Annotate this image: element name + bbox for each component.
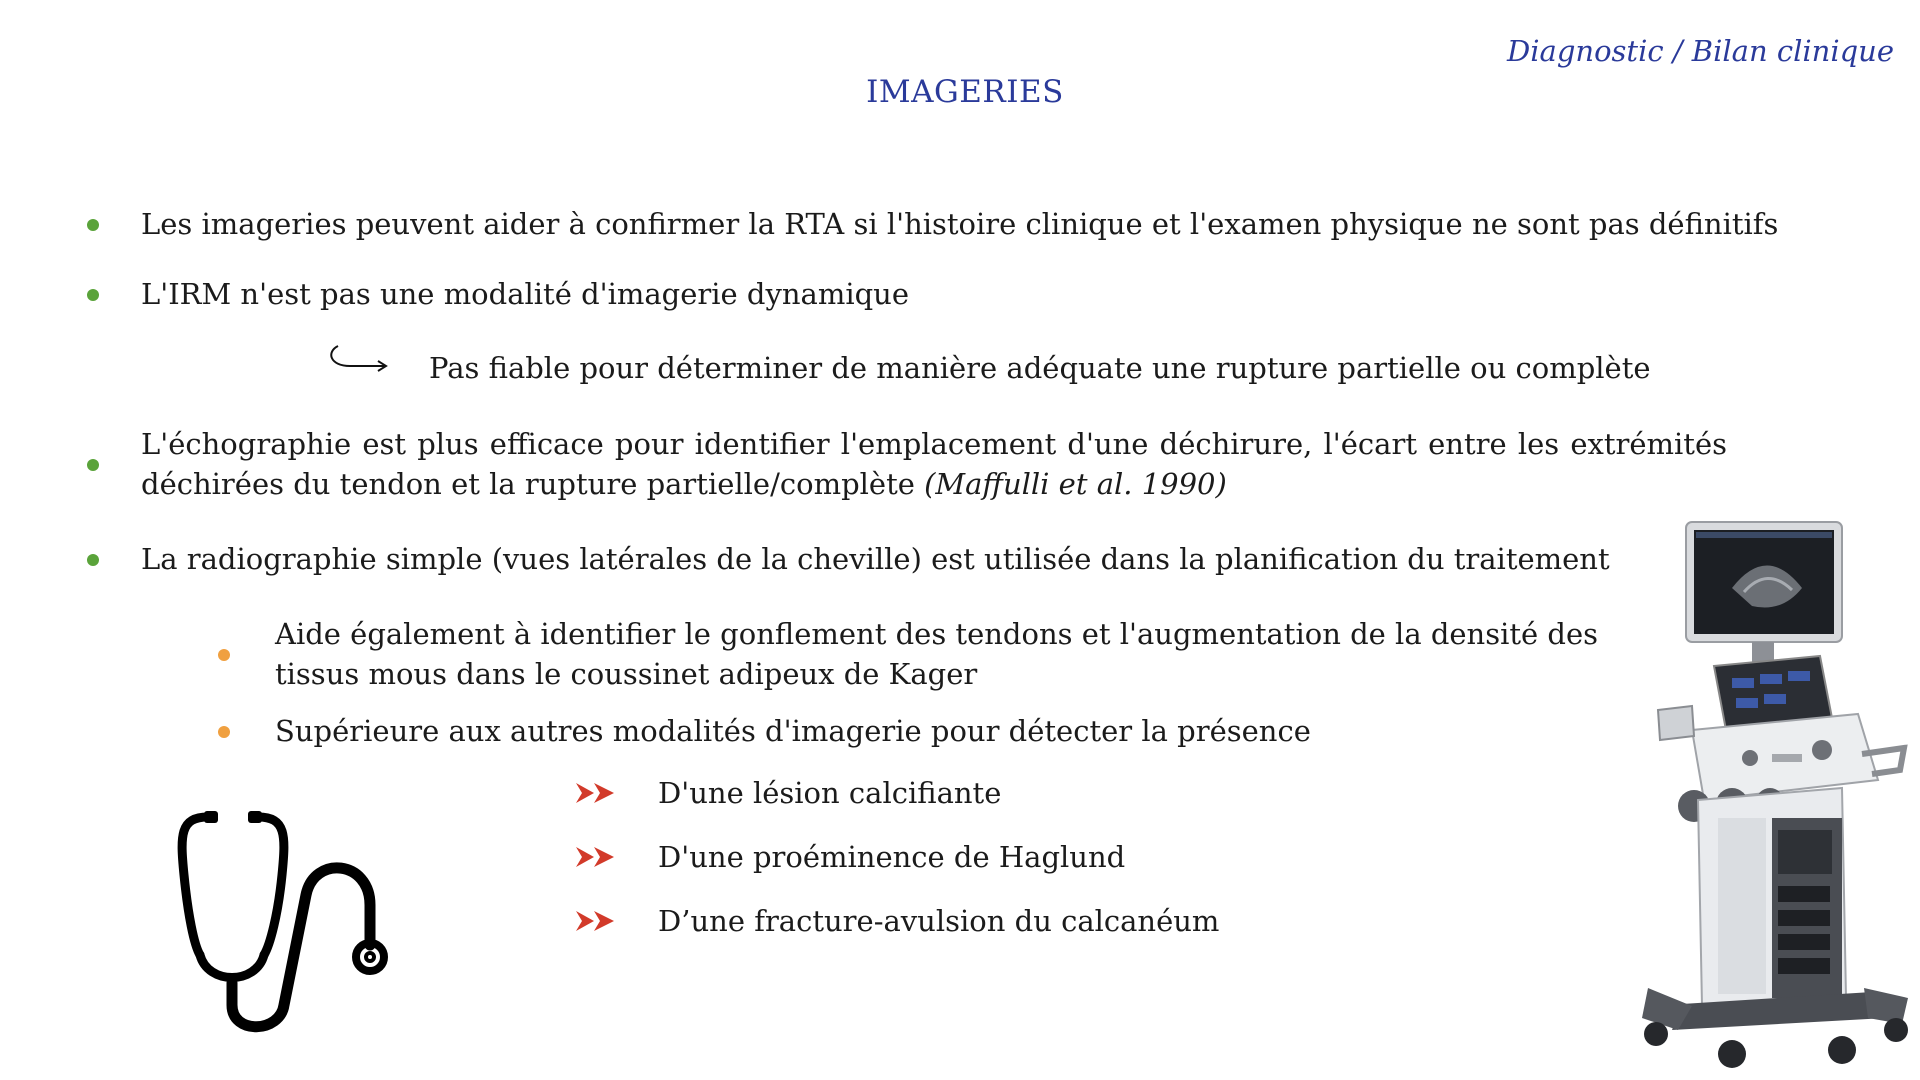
irm-sub-item: Pas fiable pour déterminer de manière adéquate une rupture partielle ou complète <box>429 351 1651 385</box>
bullet-imageries-confirm: Les imageries peuvent aider à confirmer la RTA si l'histoire clinique et l'examen physique ne sont pas définitifs <box>141 207 1779 241</box>
citation: (Maffulli et al. 1990) <box>924 467 1227 501</box>
double-chevron-icon <box>574 909 620 933</box>
presence-item: D'une proéminence de Haglund <box>658 840 1126 874</box>
presence-item: D’une fracture-avulsion du calcanéum <box>658 904 1220 938</box>
radiographie-sub-2: Supérieure aux autres modalités d'imagerie pour détecter la présence <box>275 714 1311 748</box>
sub-bullet-dot <box>218 726 230 738</box>
presence-item: D'une lésion calcifiante <box>658 776 1002 810</box>
echographie-line-2-text: déchirées du tendon et la rupture partielle/complète <box>141 467 915 501</box>
bullet-dot <box>87 459 99 471</box>
radiographie-sub-1-line-2: tissus mous dans le coussinet adipeux de Kager <box>275 657 978 691</box>
curved-arrow-icon <box>326 344 392 376</box>
stethoscope-icon <box>170 805 410 1035</box>
bullet-echographie <box>141 424 1727 504</box>
radiographie-sub-1-line-1: Aide également à identifier le gonflement des tendons et l'augmentation de la densité des <box>275 617 1599 651</box>
double-chevron-icon <box>574 781 620 805</box>
echographie-line-2 <box>141 464 1727 504</box>
double-chevron-icon <box>574 845 620 869</box>
section-tag: Diagnostic / Bilan clinique <box>1507 34 1894 68</box>
ultrasound-machine-icon <box>1632 518 1912 1074</box>
sub-bullet-dot <box>218 649 230 661</box>
bullet-irm: L'IRM n'est pas une modalité d'imagerie dynamique <box>141 277 910 311</box>
bullet-dot <box>87 219 99 231</box>
radiographie-sub-1 <box>275 614 1598 694</box>
bullet-dot <box>87 554 99 566</box>
echographie-line-1: L'échographie est plus efficace pour identifier l'emplacement d'une déchirure, l'écart entre les extrémités <box>141 427 1727 461</box>
bullet-dot <box>87 289 99 301</box>
page-title: IMAGERIES <box>866 74 1064 110</box>
bullet-radiographie: La radiographie simple (vues latérales de la cheville) est utilisée dans la planification du traitement <box>141 542 1610 576</box>
